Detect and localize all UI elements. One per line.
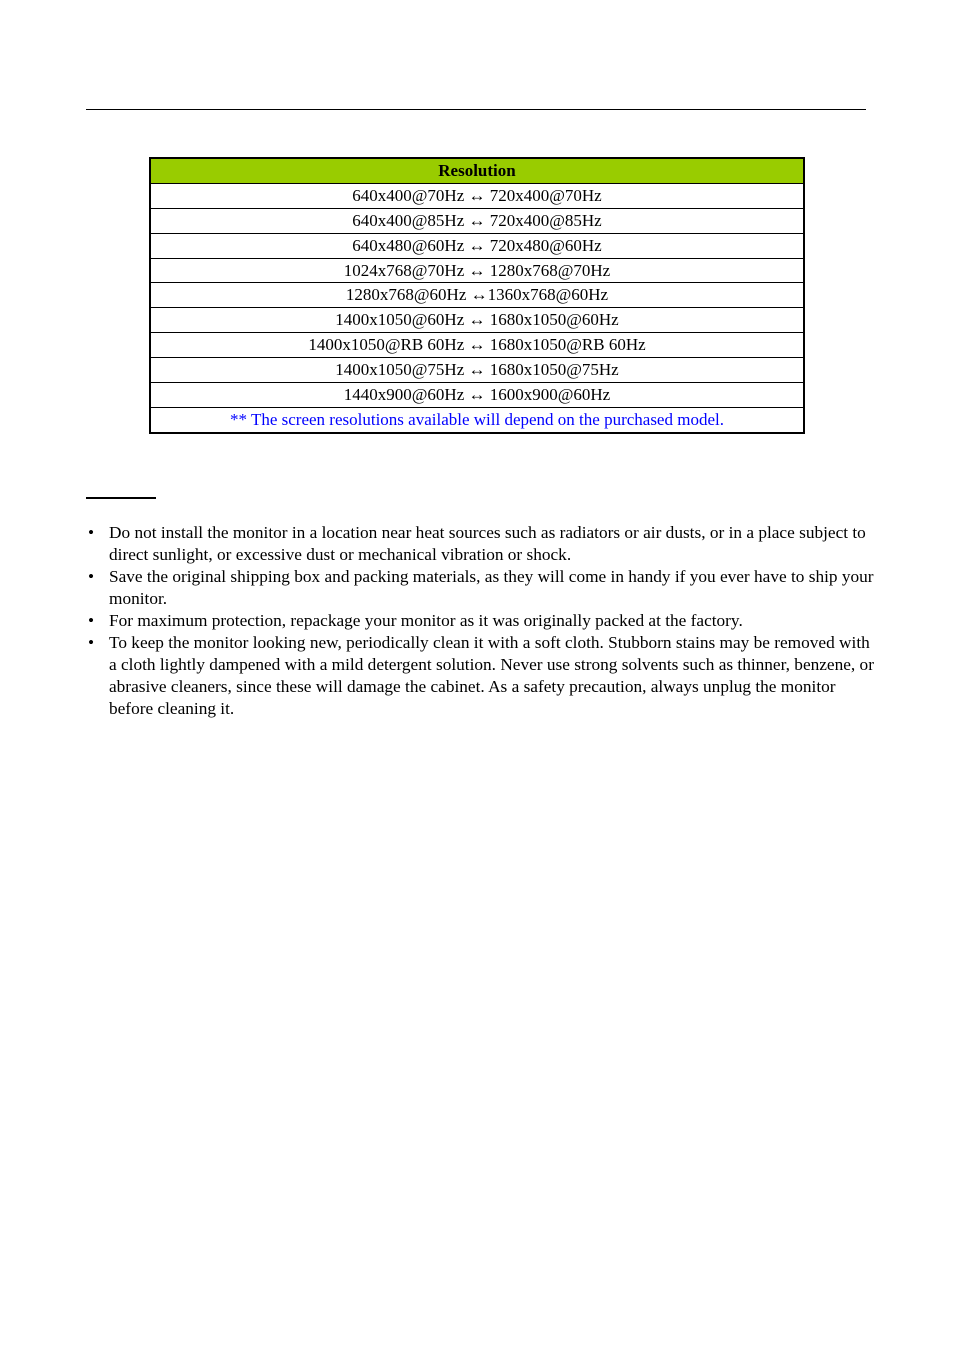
table-row (150, 283, 804, 308)
table-row (150, 183, 804, 208)
resolution-cell: 640x480@60Hz ↔ 720x480@60Hz (150, 233, 804, 258)
resolution-table-header-row (150, 158, 804, 183)
list-item (86, 632, 876, 720)
list-item (86, 522, 876, 566)
table-row (150, 383, 804, 408)
resolution-cell: 1280x768@60Hz ↔1360x768@60Hz (150, 283, 804, 308)
table-row (150, 308, 804, 333)
resolution-header: Resolution (150, 158, 804, 183)
resolution-cell: 1400x1050@60Hz ↔ 1680x1050@60Hz (150, 308, 804, 333)
resolution-cell: 1400x1050@75Hz ↔ 1680x1050@75Hz (150, 358, 804, 383)
list-item-text: For maximum protection, repackage your monitor as it was originally packed at the factory. (109, 611, 743, 630)
bullet-icon: • (87, 567, 95, 586)
section-heading-underline (86, 497, 156, 499)
list-item (86, 610, 876, 632)
table-note-row (150, 407, 804, 432)
table-row (150, 208, 804, 233)
resolution-cell: 640x400@70Hz ↔ 720x400@70Hz (150, 183, 804, 208)
list-item-text: Do not install the monitor in a location near heat sources such as radiators or air dusts, or in a place subject to direct sunlight, or excessive dust or mechanical vibration or shock. (109, 523, 866, 564)
resolution-table (149, 157, 805, 434)
bullet-icon: • (87, 523, 95, 542)
resolution-cell: 1400x1050@RB 60Hz ↔ 1680x1050@RB 60Hz (150, 333, 804, 358)
resolution-cell: 640x400@85Hz ↔ 720x400@85Hz (150, 208, 804, 233)
resolution-cell: 1024x768@70Hz ↔ 1280x768@70Hz (150, 258, 804, 283)
header-rule (86, 109, 866, 110)
resolution-note: ** The screen resolutions available will depend on the purchased model. (150, 407, 804, 432)
table-row (150, 333, 804, 358)
table-row (150, 358, 804, 383)
list-item-text: To keep the monitor looking new, periodically clean it with a soft cloth. Stubborn stains may be removed with a cloth lightly dampened with a mild detergent solution. Never use strong solvents such as thinner, benzene, or abrasive cleaners, since these will damage the cabinet. As a safety precaution, always unplug the monitor before cleaning it. (109, 633, 874, 718)
bullet-icon: • (87, 611, 95, 630)
table-row (150, 258, 804, 283)
list-item-text: Save the original shipping box and packing materials, as they will come in handy if you ever have to ship your monitor. (109, 567, 874, 608)
bullet-icon: • (87, 633, 95, 652)
table-row (150, 233, 804, 258)
resolution-cell: 1440x900@60Hz ↔ 1600x900@60Hz (150, 383, 804, 408)
list-item (86, 566, 876, 610)
notes-list (86, 522, 876, 720)
